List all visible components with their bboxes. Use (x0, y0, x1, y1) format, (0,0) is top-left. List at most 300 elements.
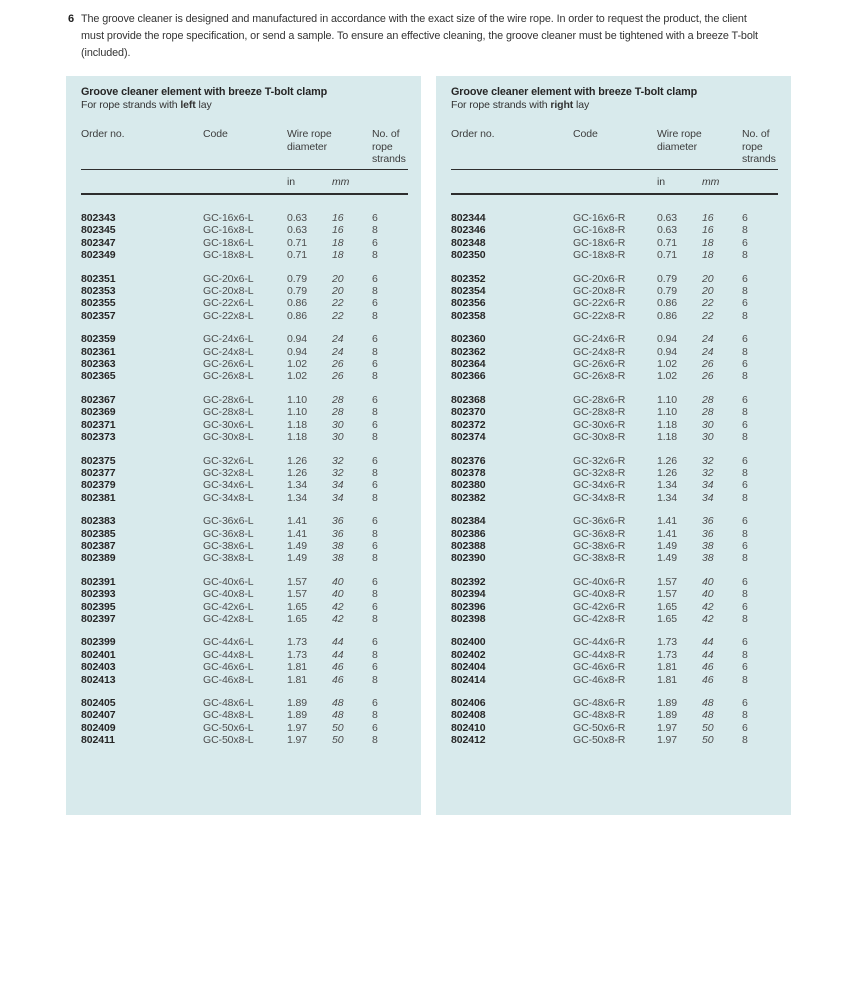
code-cell: GC-16x8-L (203, 224, 254, 237)
diameter-mm-cell: 18 (702, 236, 714, 249)
order-no-cell: 802361 (81, 345, 116, 358)
diameter-mm-cell: 48 (332, 709, 344, 722)
diameter-in-cell: 1.81 (657, 661, 678, 674)
order-no-cell: 802399 (81, 636, 116, 649)
diameter-in-cell: 0.94 (657, 345, 678, 358)
order-no-cell: 802392 (451, 575, 486, 588)
rope-strands-cell: 6 (742, 418, 748, 431)
order-no-cell: 802410 (451, 721, 486, 734)
rope-strands-cell: 6 (742, 600, 748, 613)
row-group (451, 333, 778, 383)
diameter-in-cell: 0.79 (287, 272, 308, 285)
row-group (81, 455, 408, 505)
table-rows (81, 212, 408, 747)
table-row (81, 576, 408, 588)
order-no-cell: 802363 (81, 358, 116, 371)
rope-strands-cell: 6 (742, 393, 748, 406)
column-headers (81, 128, 408, 166)
order-no-cell: 802405 (81, 697, 116, 709)
rope-strands-cell: 8 (742, 673, 748, 686)
rope-strands-cell: 6 (372, 697, 378, 709)
table-row (81, 212, 408, 224)
diameter-in-cell: 1.02 (657, 358, 678, 371)
order-no-cell: 802402 (451, 648, 486, 661)
order-no-cell: 802370 (451, 406, 486, 419)
rope-strands-cell: 6 (742, 236, 748, 249)
row-group (451, 394, 778, 444)
order-no-cell: 802373 (81, 431, 116, 444)
diameter-mm-cell: 34 (332, 491, 344, 504)
order-no-cell: 802359 (81, 333, 116, 346)
code-cell: GC-24x8-R (573, 345, 626, 358)
table-row (81, 722, 408, 734)
diameter-mm-cell: 24 (332, 345, 344, 358)
code-cell: GC-30x6-L (203, 418, 254, 431)
table-row (451, 346, 778, 358)
diameter-in-cell: 1.73 (657, 636, 678, 649)
table-row (451, 370, 778, 382)
order-no-cell: 802377 (81, 466, 116, 479)
row-group (451, 636, 778, 686)
rope-strands-cell: 8 (742, 431, 748, 444)
diameter-in-cell: 1.26 (657, 466, 678, 479)
order-no-cell: 802366 (451, 370, 486, 383)
diameter-mm-cell: 38 (332, 552, 344, 565)
table-row (81, 734, 408, 746)
diameter-mm-cell: 40 (332, 575, 344, 588)
diameter-in-cell: 0.63 (657, 212, 678, 224)
diameter-mm-cell: 22 (332, 297, 344, 310)
unit-mm-label: mm (702, 176, 720, 188)
diameter-in-cell: 1.81 (657, 673, 678, 686)
table-row (451, 515, 778, 527)
diameter-mm-cell: 46 (332, 661, 344, 674)
code-cell: GC-20x6-R (573, 272, 626, 285)
diameter-in-cell: 0.86 (287, 297, 308, 310)
table-row (451, 419, 778, 431)
rope-strands-cell: 6 (742, 721, 748, 734)
code-cell: GC-32x6-R (573, 454, 626, 467)
diameter-mm-cell: 26 (702, 370, 714, 383)
table-row (81, 467, 408, 479)
table-row (451, 333, 778, 345)
order-no-cell: 802346 (451, 224, 486, 237)
row-group (451, 515, 778, 565)
order-no-cell: 802349 (81, 249, 116, 262)
diameter-in-cell: 1.34 (287, 491, 308, 504)
table-row (81, 346, 408, 358)
diameter-in-cell: 1.57 (287, 575, 308, 588)
diameter-in-cell: 1.34 (657, 479, 678, 492)
units-row (81, 170, 408, 193)
order-no-cell: 802414 (451, 673, 486, 686)
column-headers (451, 128, 778, 166)
table-row (451, 588, 778, 600)
diameter-mm-cell: 30 (702, 431, 714, 444)
diameter-in-cell: 1.41 (657, 515, 678, 528)
row-group (451, 697, 778, 747)
rope-strands-cell: 6 (372, 575, 378, 588)
rope-strands-cell: 6 (742, 575, 748, 588)
code-cell: GC-48x8-R (573, 709, 626, 722)
rope-strands-cell: 8 (372, 406, 378, 419)
table-row (81, 333, 408, 345)
diameter-mm-cell: 22 (702, 309, 714, 322)
diameter-mm-cell: 30 (332, 431, 344, 444)
table-rows (451, 212, 778, 747)
code-cell: GC-42x6-L (203, 600, 254, 613)
rope-strands-cell: 6 (372, 272, 378, 285)
diameter-mm-cell: 36 (702, 515, 714, 528)
rope-strands-cell: 8 (372, 491, 378, 504)
code-cell: GC-34x8-L (203, 491, 254, 504)
rope-strands-cell: 8 (742, 612, 748, 625)
diameter-in-cell: 1.89 (287, 697, 308, 709)
row-group (81, 394, 408, 444)
diameter-mm-cell: 40 (332, 588, 344, 601)
table-subtitle (81, 99, 408, 112)
order-no-cell: 802403 (81, 661, 116, 674)
code-cell: GC-42x6-R (573, 600, 626, 613)
rope-strands-cell: 8 (372, 588, 378, 601)
diameter-mm-cell: 32 (332, 466, 344, 479)
diameter-in-cell: 1.65 (657, 612, 678, 625)
table-row (451, 394, 778, 406)
diameter-mm-cell: 48 (702, 709, 714, 722)
table-row (451, 734, 778, 746)
rope-strands-cell: 8 (742, 285, 748, 298)
rope-strands-cell: 8 (372, 309, 378, 322)
column-header-wire-rope-diameter: Wire rope diameter (287, 128, 332, 153)
table-row (81, 479, 408, 491)
code-cell: GC-48x6-R (573, 697, 626, 709)
rope-strands-cell: 8 (372, 527, 378, 540)
table-row (81, 419, 408, 431)
order-no-cell: 802352 (451, 272, 486, 285)
diameter-mm-cell: 28 (702, 406, 714, 419)
diameter-in-cell: 1.02 (657, 370, 678, 383)
rope-strands-cell: 8 (742, 527, 748, 540)
order-no-cell: 802360 (451, 333, 486, 346)
table-row (81, 552, 408, 564)
table-row (81, 297, 408, 309)
diameter-in-cell: 1.97 (657, 734, 678, 747)
row-group (81, 212, 408, 262)
order-no-cell: 802381 (81, 491, 116, 504)
row-group (451, 273, 778, 323)
diameter-mm-cell: 42 (702, 612, 714, 625)
order-no-cell: 802344 (451, 212, 486, 224)
diameter-mm-cell: 30 (702, 418, 714, 431)
code-cell: GC-44x6-R (573, 636, 626, 649)
table-row (81, 515, 408, 527)
rope-strands-cell: 6 (372, 418, 378, 431)
diameter-mm-cell: 20 (332, 272, 344, 285)
diameter-mm-cell: 16 (702, 212, 714, 224)
table-row (451, 613, 778, 625)
units-row (451, 170, 778, 193)
header-rule-thick (451, 193, 778, 195)
rope-strands-cell: 8 (372, 249, 378, 262)
code-cell: GC-30x6-R (573, 418, 626, 431)
order-no-cell: 802369 (81, 406, 116, 419)
catalog-tables (66, 76, 791, 815)
code-cell: GC-34x6-L (203, 479, 254, 492)
diameter-mm-cell: 38 (702, 539, 714, 552)
header-rule-thick (81, 193, 408, 195)
table-row (81, 273, 408, 285)
order-no-cell: 802384 (451, 515, 486, 528)
order-no-cell: 802371 (81, 418, 116, 431)
rope-strands-cell: 8 (372, 648, 378, 661)
code-cell: GC-40x6-R (573, 575, 626, 588)
rope-strands-cell: 8 (372, 431, 378, 444)
diameter-mm-cell: 38 (702, 552, 714, 565)
table-row (81, 661, 408, 673)
code-cell: GC-38x8-L (203, 552, 254, 565)
code-cell: GC-18x6-L (203, 236, 254, 249)
column-header-rope-strands: No. of rope strands (372, 128, 406, 165)
order-no-cell: 802351 (81, 272, 116, 285)
subtitle-lay-direction: right (550, 99, 574, 111)
diameter-mm-cell: 30 (332, 418, 344, 431)
code-cell: GC-28x8-R (573, 406, 626, 419)
diameter-in-cell: 1.18 (657, 431, 678, 444)
rope-strands-cell: 6 (742, 297, 748, 310)
table-row (81, 492, 408, 504)
code-cell: GC-50x6-L (203, 721, 254, 734)
code-cell: GC-24x8-L (203, 345, 254, 358)
order-no-cell: 802353 (81, 285, 116, 298)
rope-strands-cell: 6 (742, 212, 748, 224)
code-cell: GC-16x8-R (573, 224, 626, 237)
rope-strands-cell: 8 (372, 552, 378, 565)
order-no-cell: 802404 (451, 661, 486, 674)
diameter-mm-cell: 46 (332, 673, 344, 686)
diameter-in-cell: 1.81 (287, 661, 308, 674)
code-cell: GC-22x6-L (203, 297, 254, 310)
code-cell: GC-28x8-L (203, 406, 254, 419)
code-cell: GC-22x6-R (573, 297, 626, 310)
diameter-in-cell: 1.49 (287, 539, 308, 552)
order-no-cell: 802407 (81, 709, 116, 722)
diameter-mm-cell: 20 (702, 285, 714, 298)
diameter-mm-cell: 44 (702, 648, 714, 661)
diameter-mm-cell: 16 (702, 224, 714, 237)
diameter-mm-cell: 20 (332, 285, 344, 298)
diameter-in-cell: 1.02 (287, 370, 308, 383)
code-cell: GC-42x8-R (573, 612, 626, 625)
order-no-cell: 802391 (81, 575, 116, 588)
rope-strands-cell: 6 (372, 479, 378, 492)
diameter-in-cell: 1.57 (287, 588, 308, 601)
row-group (451, 576, 778, 626)
table-row (451, 310, 778, 322)
diameter-in-cell: 0.79 (657, 272, 678, 285)
code-cell: GC-18x8-L (203, 249, 254, 262)
code-cell: GC-26x6-L (203, 358, 254, 371)
diameter-in-cell: 1.41 (657, 527, 678, 540)
diameter-mm-cell: 16 (332, 212, 344, 224)
code-cell: GC-26x6-R (573, 358, 626, 371)
code-cell: GC-26x8-L (203, 370, 254, 383)
table-row (81, 224, 408, 236)
units-spacer (81, 176, 287, 188)
table-row (81, 237, 408, 249)
column-header-code: Code (573, 128, 598, 140)
table-row (451, 358, 778, 370)
order-no-cell: 802350 (451, 249, 486, 262)
row-group (451, 455, 778, 505)
diameter-mm-cell: 44 (702, 636, 714, 649)
diameter-mm-cell: 24 (332, 333, 344, 346)
table-row (451, 212, 778, 224)
rope-strands-cell: 6 (742, 454, 748, 467)
diameter-mm-cell: 50 (702, 734, 714, 747)
diameter-in-cell: 1.97 (287, 721, 308, 734)
table-row (81, 455, 408, 467)
diameter-in-cell: 1.65 (287, 600, 308, 613)
diameter-in-cell: 0.71 (287, 236, 308, 249)
diameter-mm-cell: 34 (332, 479, 344, 492)
diameter-in-cell: 1.57 (657, 588, 678, 601)
table-row (81, 358, 408, 370)
table-row (451, 709, 778, 721)
code-cell: GC-50x8-R (573, 734, 626, 747)
diameter-in-cell: 1.89 (287, 709, 308, 722)
code-cell: GC-30x8-L (203, 431, 254, 444)
rope-strands-cell: 6 (372, 636, 378, 649)
rope-strands-cell: 6 (742, 358, 748, 371)
diameter-mm-cell: 28 (702, 393, 714, 406)
table-row (451, 528, 778, 540)
order-no-cell: 802408 (451, 709, 486, 722)
diameter-in-cell: 1.26 (657, 454, 678, 467)
table-row (81, 674, 408, 686)
order-no-cell: 802345 (81, 224, 116, 237)
order-no-cell: 802347 (81, 236, 116, 249)
rope-strands-cell: 6 (742, 636, 748, 649)
code-cell: GC-38x8-R (573, 552, 626, 565)
code-cell: GC-36x8-L (203, 527, 254, 540)
rope-strands-cell: 8 (742, 309, 748, 322)
diameter-in-cell: 1.02 (287, 358, 308, 371)
code-cell: GC-34x6-R (573, 479, 626, 492)
table-row (81, 310, 408, 322)
code-cell: GC-44x8-L (203, 648, 254, 661)
table-title: Groove cleaner element with breeze T-bolt clamp (451, 86, 698, 98)
diameter-in-cell: 1.34 (657, 491, 678, 504)
table-row (451, 552, 778, 564)
code-cell: GC-32x8-L (203, 466, 254, 479)
subtitle-lay-direction: left (180, 99, 196, 111)
rope-strands-cell: 8 (372, 345, 378, 358)
diameter-mm-cell: 32 (702, 454, 714, 467)
diameter-mm-cell: 20 (702, 272, 714, 285)
order-no-cell: 802412 (451, 734, 486, 747)
diameter-mm-cell: 44 (332, 636, 344, 649)
table-row (451, 273, 778, 285)
table-row (81, 540, 408, 552)
code-cell: GC-24x6-L (203, 333, 254, 346)
diameter-mm-cell: 22 (702, 297, 714, 310)
diameter-mm-cell: 50 (332, 734, 344, 747)
rope-strands-cell: 8 (372, 285, 378, 298)
order-no-cell: 802396 (451, 600, 486, 613)
column-header-order-no: Order no. (451, 128, 495, 140)
code-cell: GC-22x8-R (573, 309, 626, 322)
table-row (451, 674, 778, 686)
table-row (81, 601, 408, 613)
code-cell: GC-20x6-L (203, 272, 254, 285)
diameter-in-cell: 1.65 (287, 612, 308, 625)
order-no-cell: 802367 (81, 393, 116, 406)
row-group (81, 576, 408, 626)
code-cell: GC-40x6-L (203, 575, 254, 588)
rope-strands-cell: 6 (372, 661, 378, 674)
rope-strands-cell: 8 (742, 406, 748, 419)
order-no-cell: 802357 (81, 309, 116, 322)
rope-strands-cell: 6 (742, 515, 748, 528)
diameter-mm-cell: 36 (702, 527, 714, 540)
order-no-cell: 802348 (451, 236, 486, 249)
diameter-mm-cell: 18 (332, 236, 344, 249)
rope-strands-cell: 6 (372, 393, 378, 406)
table-panel-right-lay (436, 76, 791, 815)
rope-strands-cell: 6 (372, 358, 378, 371)
order-no-cell: 802376 (451, 454, 486, 467)
diameter-in-cell: 1.41 (287, 527, 308, 540)
diameter-in-cell: 1.10 (287, 393, 308, 406)
table-row (81, 431, 408, 443)
rope-strands-cell: 6 (372, 297, 378, 310)
order-no-cell: 802358 (451, 309, 486, 322)
table-row (81, 406, 408, 418)
order-no-cell: 802365 (81, 370, 116, 383)
order-no-cell: 802372 (451, 418, 486, 431)
diameter-mm-cell: 44 (332, 648, 344, 661)
subtitle-suffix: lay (195, 99, 212, 111)
rope-strands-cell: 8 (372, 370, 378, 383)
code-cell: GC-26x8-R (573, 370, 626, 383)
code-cell: GC-20x8-L (203, 285, 254, 298)
diameter-in-cell: 1.26 (287, 466, 308, 479)
code-cell: GC-36x6-L (203, 515, 254, 528)
rope-strands-cell: 8 (742, 370, 748, 383)
order-no-cell: 802406 (451, 697, 486, 709)
diameter-in-cell: 0.94 (287, 345, 308, 358)
order-no-cell: 802409 (81, 721, 116, 734)
table-row (451, 722, 778, 734)
diameter-in-cell: 0.71 (657, 236, 678, 249)
rope-strands-cell: 6 (372, 212, 378, 224)
column-header-code: Code (203, 128, 228, 140)
row-group (81, 333, 408, 383)
subtitle-suffix: lay (573, 99, 590, 111)
diameter-in-cell: 1.49 (657, 539, 678, 552)
diameter-in-cell: 0.86 (287, 309, 308, 322)
order-no-cell: 802356 (451, 297, 486, 310)
diameter-in-cell: 1.49 (287, 552, 308, 565)
rope-strands-cell: 8 (372, 709, 378, 722)
units-spacer (451, 176, 657, 188)
diameter-mm-cell: 46 (702, 661, 714, 674)
order-no-cell: 802397 (81, 612, 116, 625)
order-no-cell: 802401 (81, 648, 116, 661)
table-row (81, 285, 408, 297)
code-cell: GC-44x8-R (573, 648, 626, 661)
order-no-cell: 802383 (81, 515, 116, 528)
